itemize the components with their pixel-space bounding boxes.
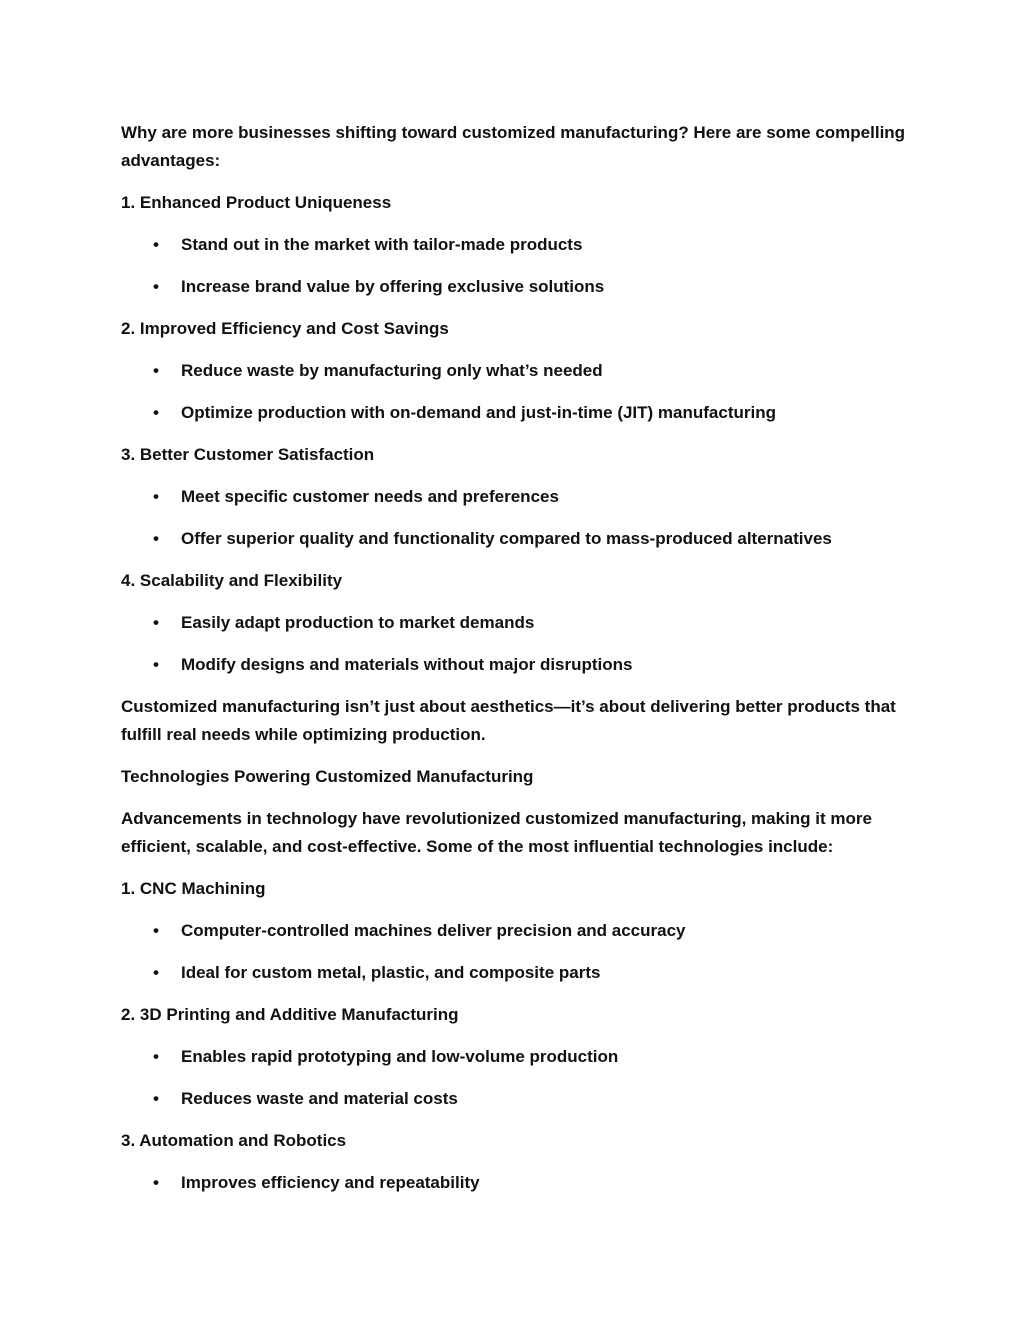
list-item — [121, 1043, 911, 1071]
list-item-text: Improves efficiency and repeatability — [181, 1173, 480, 1192]
list-item — [121, 399, 911, 427]
technology-section — [121, 875, 911, 987]
list-item-text: Modify designs and materials without major disruptions — [181, 655, 633, 674]
list-item-text: Ideal for custom metal, plastic, and composite parts — [181, 963, 601, 982]
bullet-icon: • — [153, 963, 159, 982]
list-item-text: Enables rapid prototyping and low-volume production — [181, 1047, 619, 1066]
list-item-text: Offer superior quality and functionality compared to mass-produced alternatives — [181, 529, 832, 548]
bullet-icon: • — [153, 403, 159, 422]
summary-paragraph: Customized manufacturing isn’t just about aesthetics—it’s about delivering better products that fulfill real needs while optimizing production. — [121, 697, 896, 744]
bullet-list — [121, 483, 911, 553]
bullet-list — [121, 609, 911, 679]
list-item — [121, 651, 911, 679]
bullet-icon: • — [153, 655, 159, 674]
list-item-text: Reduces waste and material costs — [181, 1089, 458, 1108]
advantage-section — [121, 189, 911, 301]
list-item-text: Increase brand value by offering exclusive solutions — [181, 277, 605, 296]
list-item-text: Reduce waste by manufacturing only what’s needed — [181, 361, 603, 380]
list-item — [121, 1085, 911, 1113]
list-item — [121, 959, 911, 987]
list-item — [121, 273, 911, 301]
tech-title: Technologies Powering Customized Manufacturing — [121, 767, 534, 786]
advantage-section — [121, 567, 911, 679]
section-heading: 1. CNC Machining — [121, 879, 266, 898]
section-heading: 1. Enhanced Product Uniqueness — [121, 193, 392, 212]
bullet-icon: • — [153, 235, 159, 254]
bullet-icon: • — [153, 1089, 159, 1108]
advantage-section — [121, 315, 911, 427]
document-page — [121, 119, 911, 1211]
list-item — [121, 357, 911, 385]
list-item — [121, 917, 911, 945]
section-heading: 3. Better Customer Satisfaction — [121, 445, 375, 464]
bullet-icon: • — [153, 613, 159, 632]
technology-section — [121, 1001, 911, 1113]
list-item-text: Optimize production with on-demand and just-in-time (JIT) manufacturing — [181, 403, 776, 422]
section-heading: 2. 3D Printing and Additive Manufacturing — [121, 1005, 459, 1024]
intro-paragraph: Why are more businesses shifting toward customized manufacturing? Here are some compelling advantages: — [121, 123, 906, 170]
list-item — [121, 525, 911, 553]
bullet-icon: • — [153, 1047, 159, 1066]
list-item-text: Meet specific customer needs and preferences — [181, 487, 559, 506]
section-heading: 3. Automation and Robotics — [121, 1131, 347, 1150]
list-item-text: Easily adapt production to market demands — [181, 613, 535, 632]
bullet-list — [121, 917, 911, 987]
bullet-icon: • — [153, 277, 159, 296]
advantage-section — [121, 441, 911, 553]
bullet-list — [121, 1043, 911, 1113]
bullet-list — [121, 1169, 911, 1197]
tech-intro-paragraph: Advancements in technology have revolutionized customized manufacturing, making it more efficient, scalable, and cost-effective. Some of the most influential technologies include: — [121, 809, 872, 856]
technology-section — [121, 1127, 911, 1197]
bullet-list — [121, 231, 911, 301]
bullet-icon: • — [153, 361, 159, 380]
bullet-icon: • — [153, 1173, 159, 1192]
list-item — [121, 609, 911, 637]
list-item — [121, 483, 911, 511]
bullet-icon: • — [153, 529, 159, 548]
bullet-icon: • — [153, 921, 159, 940]
list-item — [121, 1169, 911, 1197]
list-item-text: Stand out in the market with tailor-made products — [181, 235, 583, 254]
list-item — [121, 231, 911, 259]
bullet-icon: • — [153, 487, 159, 506]
list-item-text: Computer-controlled machines deliver precision and accuracy — [181, 921, 686, 940]
section-heading: 2. Improved Efficiency and Cost Savings — [121, 319, 449, 338]
section-heading: 4. Scalability and Flexibility — [121, 571, 343, 590]
bullet-list — [121, 357, 911, 427]
